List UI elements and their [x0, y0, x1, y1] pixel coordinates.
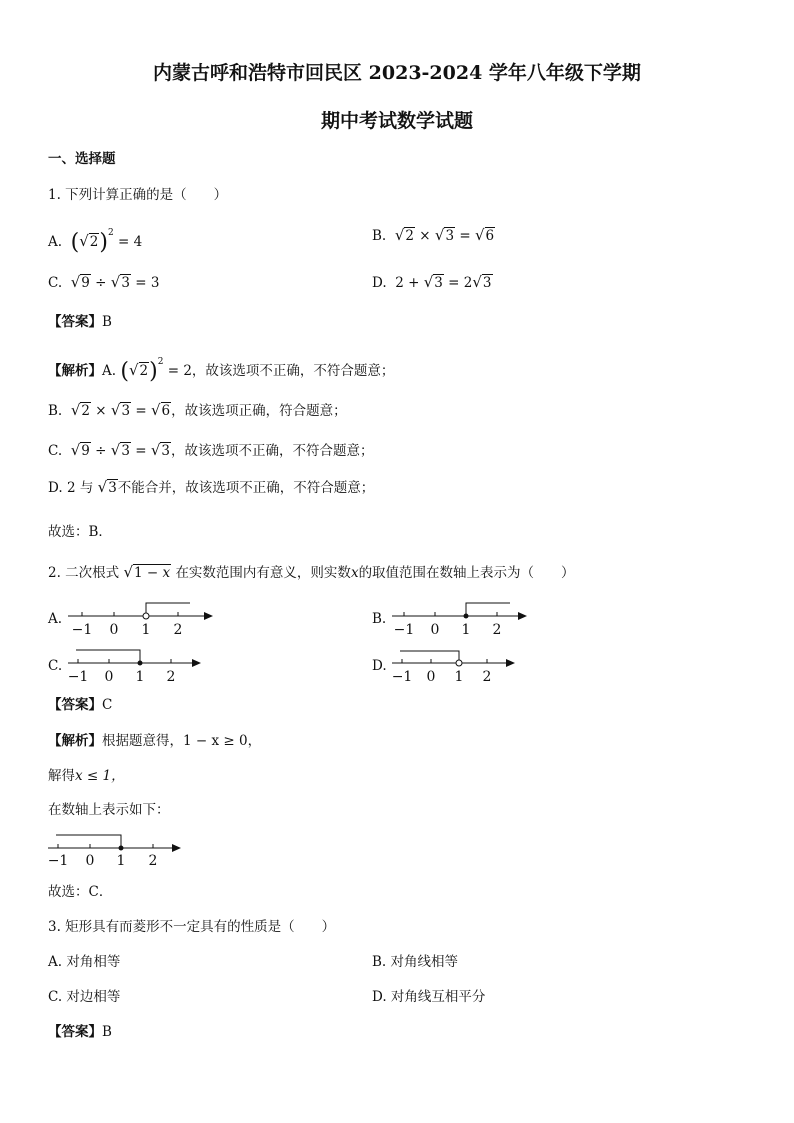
q1-analysis-c: C. √9 ÷ √3 = √3，故该选项不正确，不符合题意；: [48, 441, 374, 459]
section-heading: 一、选择题: [48, 151, 116, 167]
q2-option-d-numberline: [392, 647, 542, 687]
q1-option-a: A. $(√2)^2 = 4$: [48, 228, 143, 255]
q3-option-b: B. 对角线相等: [372, 954, 459, 970]
tick-label: 1: [135, 669, 145, 685]
q1-option-c: C. √9 ÷ √3 = 3: [48, 273, 160, 291]
tick-label: 2: [166, 669, 176, 685]
tick-label: 1: [461, 622, 471, 638]
tick-label: 0: [109, 622, 119, 638]
q1-analysis-a: 【解析】A. $(√2)^2 = 2$，故该选项不正确，不符合题意；: [48, 357, 395, 384]
tick-label: 2: [492, 622, 502, 638]
q1-option-b: B. √2 × √3 = √6: [372, 226, 495, 244]
q3-option-d: D. 对角线互相平分: [372, 989, 486, 1005]
tick-label: −1: [47, 853, 69, 869]
tick-label: 0: [104, 669, 114, 685]
q2-option-b-label: B.: [372, 611, 387, 627]
tick-label: 2: [148, 853, 158, 869]
tick-label: 2: [482, 669, 492, 685]
q2-option-c-numberline: [68, 647, 218, 687]
q2-show-text: 在数轴上表示如下：: [48, 802, 170, 818]
q1-stem: 1. 下列计算正确的是（ ）: [48, 187, 228, 203]
tick-label: 1: [141, 622, 151, 638]
q2-solution-numberline: [48, 830, 198, 870]
doc-title-line1: 内蒙古呼和浩特市回民区 2023-2024 学年八年级下学期: [153, 62, 641, 84]
tick-label: 0: [430, 622, 440, 638]
q2-analysis: 【解析】根据题意得，1 − x ≥ 0，: [48, 733, 262, 749]
tick-label: −1: [393, 622, 415, 638]
q2-conclusion: 故选：C．: [48, 884, 113, 900]
tick-label: 1: [454, 669, 464, 685]
tick-label: 2: [173, 622, 183, 638]
q2-option-b-numberline: [392, 600, 542, 640]
tick-label: 0: [85, 853, 95, 869]
tick-label: 0: [426, 669, 436, 685]
tick-label: 1: [116, 853, 126, 869]
q2-answer: 【答案】C: [48, 697, 113, 713]
doc-title-line2: 期中考试数学试题: [320, 110, 473, 132]
tick-label: −1: [391, 669, 413, 685]
q2-option-a-numberline: [68, 600, 218, 640]
q3-option-a: A. 对角相等: [48, 954, 121, 970]
q2-solve: 解得x ≤ 1，: [48, 768, 125, 784]
q3-option-c: C. 对边相等: [48, 989, 121, 1005]
q1-analysis-b: B. √2 × √3 = √6，故该选项正确，符合题意；: [48, 401, 347, 419]
q1-analysis-d: D. 2 与 √3不能合并，故该选项不正确，不符合题意；: [48, 478, 375, 496]
tick-label: −1: [67, 669, 89, 685]
q1-option-d: D. 2 + √3 = 2√3: [372, 273, 492, 291]
q1-answer: 【答案】B: [48, 314, 112, 330]
q2-stem: 2. 二次根式 √1 − x 在实数范围内有意义，则实数x的取值范围在数轴上表示为（ ）: [48, 563, 575, 581]
q3-stem: 3. 矩形具有而菱形不一定具有的性质是（ ）: [48, 919, 336, 935]
q3-answer: 【答案】B: [48, 1024, 112, 1040]
q2-option-c-label: C.: [48, 658, 63, 674]
q2-option-d-label: D.: [372, 658, 387, 674]
q1-conclusion: 故选：B．: [48, 524, 112, 540]
q2-option-a-label: A.: [48, 611, 63, 627]
tick-label: −1: [71, 622, 93, 638]
